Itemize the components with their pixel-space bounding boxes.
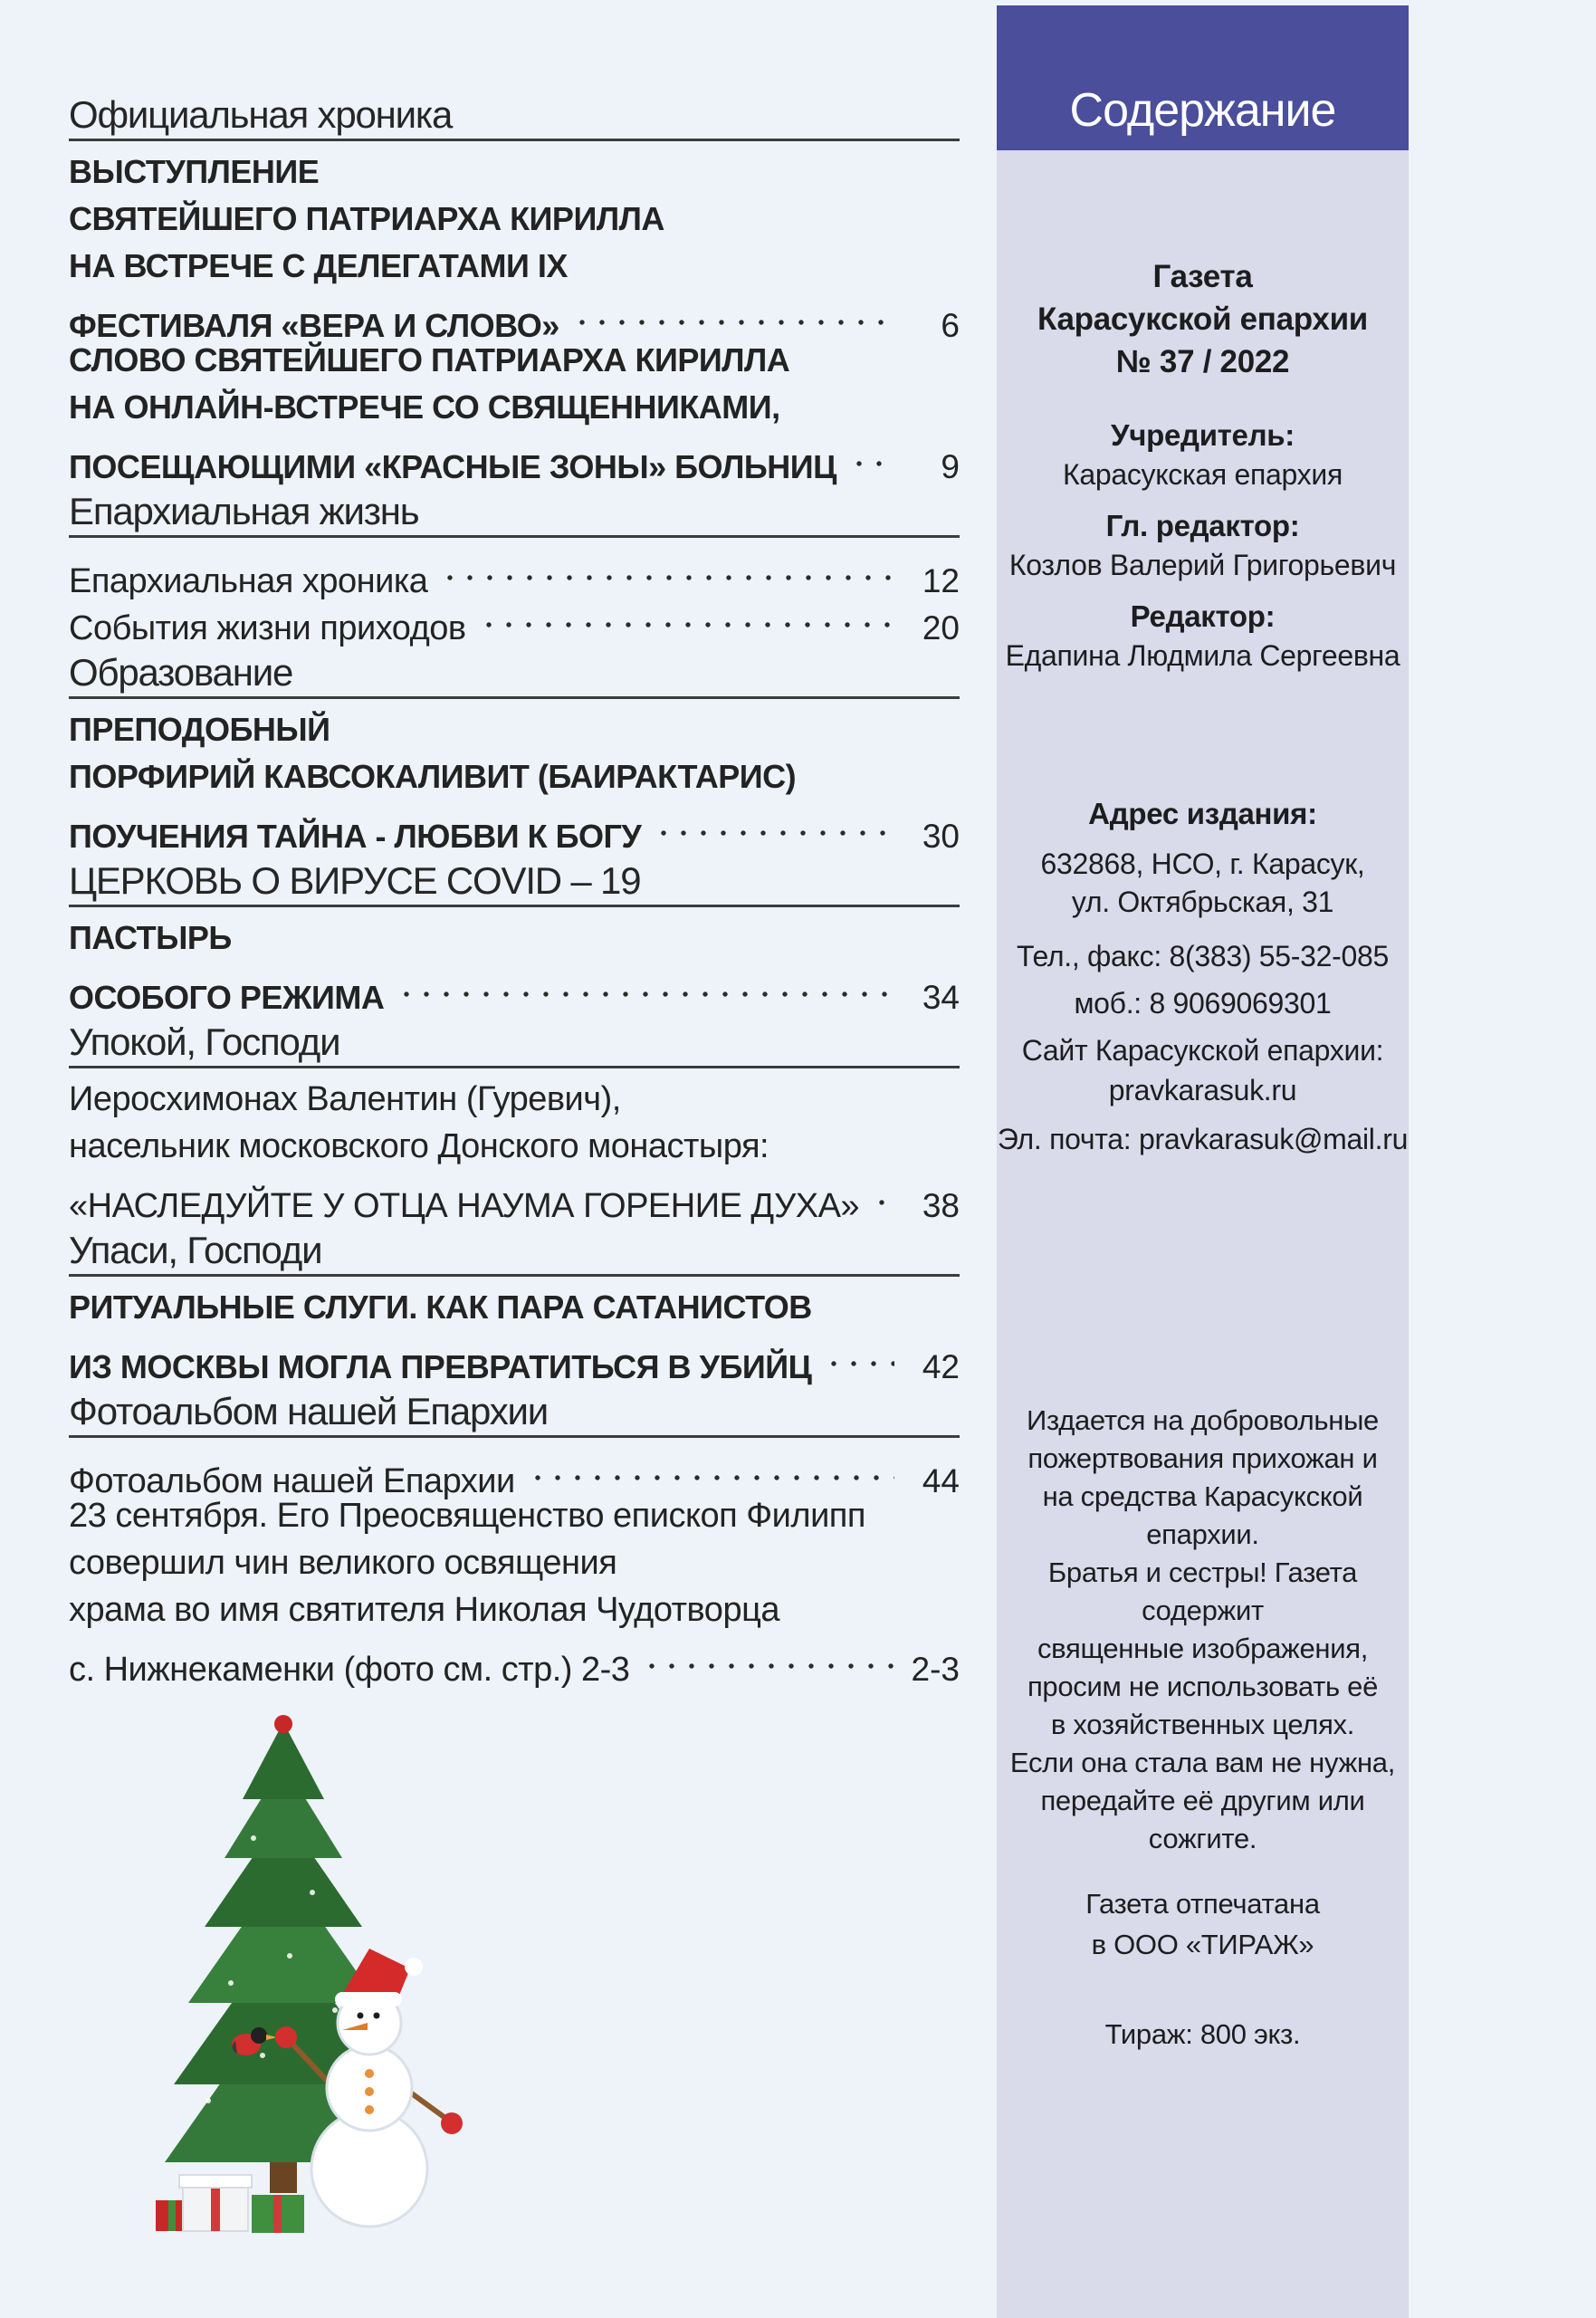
page-number: 42	[922, 1348, 960, 1385]
mobile-phone: моб.: 8 9069069301	[1074, 987, 1332, 1020]
note-line: Издается на добровольные	[1026, 1404, 1379, 1436]
toc-entry-title: ФЕСТИВАЛЯ «ВЕРА И СЛОВО»	[69, 307, 559, 344]
sidebar	[997, 0, 1409, 2318]
print-info	[997, 1883, 1409, 1965]
masthead-line: Карасукской епархии	[1037, 302, 1368, 337]
note-line: Братья и сестры! Газета содержит	[1047, 1557, 1358, 1626]
dot-leader	[528, 1445, 894, 1492]
toc-entry-title: События жизни приходов	[69, 609, 466, 647]
toc-entry	[69, 1076, 960, 1123]
toc-section-header: Упокой, Господи	[69, 1021, 960, 1068]
page-number: 2-3	[911, 1651, 960, 1688]
editor-value: Едапина Людмила Сергеевна	[1005, 639, 1400, 672]
toc-entry	[69, 753, 960, 800]
toc-entry-title: ПОРФИРИЙ КАВСОКАЛИВИТ (БАИРАКТАРИС)	[69, 758, 797, 795]
sidebar-title: Содержание	[997, 5, 1409, 150]
address-line: ул. Октябрьская, 31	[1071, 886, 1334, 918]
toc-entry	[69, 1170, 960, 1225]
address-label: Адрес издания:	[1088, 797, 1317, 830]
toc-entry	[69, 148, 960, 196]
holiday-artwork	[145, 1711, 489, 2255]
toc-entry	[69, 962, 960, 1016]
masthead-line: Газета	[1152, 259, 1253, 294]
toc-entry	[69, 706, 960, 753]
toc-entry	[69, 243, 960, 290]
toc-entry-title: РИТУАЛЬНЫЕ СЛУГИ. КАК ПАРА САТАНИСТОВ	[69, 1288, 812, 1326]
dot-leader	[642, 1633, 894, 1681]
tree-topper	[274, 1715, 292, 1733]
founder-label: Учредитель:	[1111, 418, 1295, 452]
print-line: Газета отпечатана	[1085, 1888, 1320, 1920]
toc-section-header: Фотоальбом нашей Епархии	[69, 1391, 960, 1438]
toc-entry	[69, 290, 960, 344]
mitten-right	[441, 2112, 463, 2134]
site-url: pravkarasuk.ru	[1108, 1074, 1297, 1106]
note-line: пожертвования прихожан и	[1027, 1442, 1378, 1474]
dot-leader	[872, 1170, 894, 1217]
founder-value: Карасукская епархия	[1063, 458, 1343, 491]
toc-entry	[69, 1445, 960, 1500]
note-line: просим не использовать её	[1027, 1671, 1379, 1702]
masthead	[997, 255, 1409, 383]
page-number: 6	[941, 307, 960, 344]
toc-entry-title: НА ВСТРЕЧЕ С ДЕЛЕГАТАМИ IX	[69, 247, 568, 284]
toc-entry-title: храма во имя святителя Николая Чудотворца	[69, 1591, 779, 1629]
page-number: 20	[922, 609, 960, 647]
toc-entry	[69, 1123, 960, 1170]
toc-section-header: Образование	[69, 652, 960, 699]
dot-leader	[397, 962, 894, 1009]
page-number: 12	[922, 562, 960, 599]
toc-entry-title: ПАСТЫРЬ	[69, 919, 232, 956]
address-line: 632868, НСО, г. Карасук,	[1040, 848, 1365, 880]
toc-entry-title: ПОУЧЕНИЯ ТАЙНА - ЛЮБВИ К БОГУ	[69, 818, 642, 855]
note-line: на средства Карасукской епархии.	[1042, 1480, 1363, 1550]
toc-entry-title: совершил чин великого освящения	[69, 1544, 617, 1582]
toc-entry-title: НА ОНЛАЙН-ВСТРЕЧЕ СО СВЯЩЕННИКАМИ,	[69, 388, 780, 426]
toc-entry	[69, 545, 960, 600]
toc-entry-title: ОСОБОГО РЕЖИМА	[69, 979, 385, 1016]
chief-editor-value: Козлов Валерий Григорьевич	[1008, 549, 1397, 581]
site-label: Сайт Карасукской епархии:	[1021, 1034, 1384, 1067]
toc-entry	[69, 1492, 960, 1539]
toc-entry	[69, 1539, 960, 1586]
toc-entry	[69, 196, 960, 243]
toc-entry	[69, 1284, 960, 1331]
toc-entry-title: СВЯТЕЙШЕГО ПАТРИАРХА КИРИЛЛА	[69, 200, 664, 237]
page-number: 38	[922, 1187, 960, 1224]
toc-entry	[69, 431, 960, 485]
note-line: в хозяйственных целях.	[1050, 1709, 1355, 1740]
toc-entry-title: СЛОВО СВЯТЕЙШЕГО ПАТРИАРХА КИРИЛЛА	[69, 341, 790, 378]
chief-editor-label: Гл. редактор:	[1105, 509, 1300, 542]
toc-entry	[69, 1633, 960, 1689]
dot-leader	[849, 431, 894, 478]
toc-entry-title: ВЫСТУПЛЕНИЕ	[69, 153, 320, 190]
dot-leader	[654, 800, 894, 848]
page-number: 44	[922, 1462, 960, 1499]
toc-entry-title: ПРЕПОДОБНЫЙ	[69, 711, 330, 748]
dot-leader	[440, 545, 894, 592]
toc-entry-title: ИЗ МОСКВЫ МОГЛА ПРЕВРАТИТЬСЯ В УБИЙЦ	[69, 1348, 812, 1385]
donation-note	[997, 1402, 1409, 1858]
toc-entry-title: Епархиальная хроника	[69, 562, 428, 600]
dot-leader	[572, 290, 894, 337]
page-number: 9	[941, 448, 960, 485]
phone: Тел., факс: 8(383) 55-32-085	[1017, 940, 1389, 972]
editor-label: Редактор:	[1130, 599, 1276, 633]
page-number: 34	[922, 979, 960, 1016]
toc-entry	[69, 337, 960, 384]
toc-entry-title: насельник московского Донского монастыря:	[69, 1127, 769, 1165]
toc-entry-title: Иеросхимонах Валентин (Гуревич),	[69, 1080, 621, 1118]
email: Эл. почта: pravkarasuk@mail.ru	[997, 1123, 1409, 1155]
toc-section-header: Официальная хроника	[69, 94, 960, 141]
toc-entry	[69, 1331, 960, 1385]
toc-entry-title: Фотоальбом нашей Епархии	[69, 1462, 515, 1500]
note-line: передайте её другим или сожгите.	[1040, 1785, 1365, 1854]
toc-entry-title: «НАСЛЕДУЙТЕ У ОТЦА НАУМА ГОРЕНИЕ ДУХА»	[69, 1187, 860, 1225]
toc-entry-title: 23 сентября. Его Преосвященство епископ Филипп	[69, 1497, 865, 1535]
toc-entry	[69, 384, 960, 431]
toc-section-header: Упаси, Господи	[69, 1230, 960, 1277]
toc-section-header: ЦЕРКОВЬ О ВИРУСЕ COVID – 19	[69, 860, 960, 907]
toc-entry	[69, 915, 960, 962]
toc-entry-title: ПОСЕЩАЮЩИМИ «КРАСНЫЕ ЗОНЫ» БОЛЬНИЦ	[69, 448, 836, 485]
toc-entry	[69, 1586, 960, 1633]
mitten-left	[275, 2026, 297, 2048]
toc-section-header: Епархиальная жизнь	[69, 491, 960, 538]
print-line: в ООО «ТИРАЖ»	[1091, 1929, 1314, 1960]
toc	[69, 93, 960, 1689]
dot-leader	[824, 1331, 894, 1378]
page-number: 30	[922, 818, 960, 855]
toc-entry	[69, 800, 960, 855]
note-line: священные изображения,	[1037, 1633, 1369, 1664]
circulation: Тираж: 800 экз.	[1104, 2018, 1301, 2050]
toc-entry-title: с. Нижнекаменки (фото см. стр.) 2-3	[69, 1651, 630, 1689]
masthead-line: № 37 / 2022	[1115, 344, 1290, 379]
note-line: Если она стала вам не нужна,	[1009, 1747, 1396, 1778]
dot-leader	[479, 592, 894, 639]
